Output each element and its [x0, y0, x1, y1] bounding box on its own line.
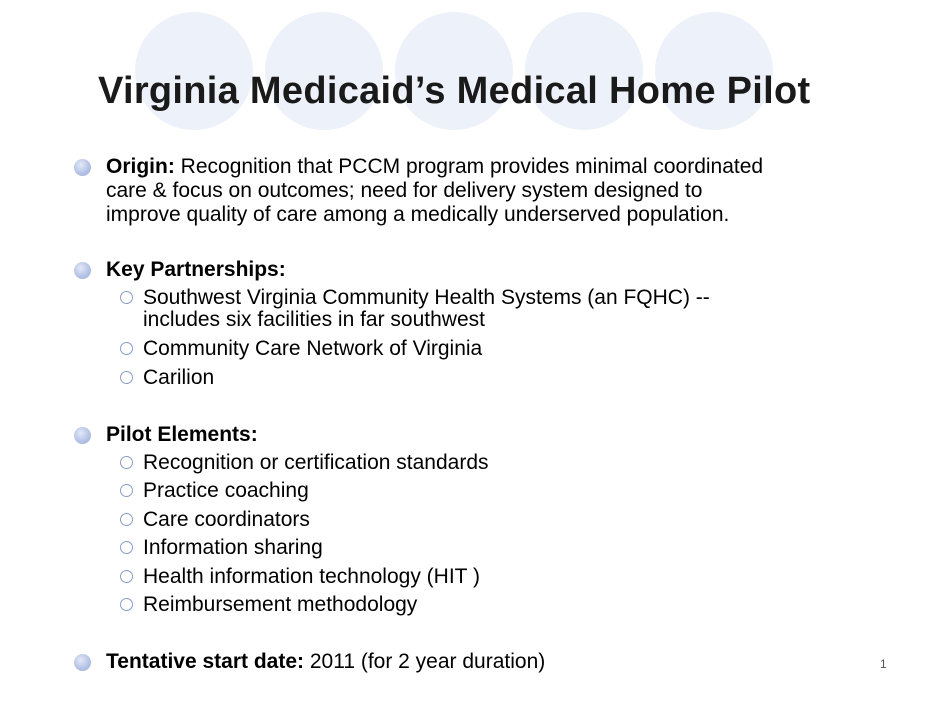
bullet-text: care & focus on outcomes; need for delivery system designed to: [106, 179, 703, 202]
sub-item-text: Practice coaching: [143, 479, 309, 502]
bullet-text: Recognition that PCCM program provides minimal coordinated: [180, 155, 764, 178]
sub-bullet-circle-icon: [120, 598, 133, 611]
bullet-dot-icon: [74, 654, 91, 671]
sub-bullet-circle-icon: [120, 541, 133, 554]
slide-title: Virginia Medicaid’s Medical Home Pilot: [98, 70, 811, 112]
bullet-heading: Origin:: [106, 155, 175, 178]
sub-bullet-circle-icon: [120, 291, 133, 304]
bullet-heading: Tentative start date:: [106, 650, 304, 673]
sub-item-text: Information sharing: [143, 536, 323, 559]
bullet-text: improve quality of care among a medically underserved population.: [106, 203, 730, 226]
sub-bullet-circle-icon: [120, 570, 133, 583]
bullet-heading: Key Partnerships:: [106, 258, 286, 281]
sub-item-text: Health information technology (HIT ): [143, 565, 480, 588]
sub-item-text: Care coordinators: [143, 508, 310, 531]
sub-item-text: includes six facilities in far southwest: [143, 308, 485, 331]
sub-bullet-circle-icon: [120, 342, 133, 355]
sub-item-text: Carilion: [143, 366, 215, 389]
sub-item-text: Reimbursement methodology: [143, 593, 418, 616]
bullet-heading: Pilot Elements:: [106, 423, 258, 446]
sub-bullet-circle-icon: [120, 484, 133, 497]
bullet-line: [106, 155, 763, 179]
page-number: 1: [880, 657, 887, 671]
bullet-dot-icon: [74, 159, 91, 176]
sub-bullet-circle-icon: [120, 513, 133, 526]
bullet-dot-icon: [74, 427, 91, 444]
bullet-line: [106, 650, 545, 674]
sub-item-text: Southwest Virginia Community Health Systems (an FQHC) --: [143, 286, 710, 309]
bullet-text: 2011 (for 2 year duration): [309, 650, 546, 673]
sub-item-text: Community Care Network of Virginia: [143, 337, 483, 360]
bullet-dot-icon: [74, 262, 91, 279]
sub-bullet-circle-icon: [120, 456, 133, 469]
sub-item-text: Recognition or certification standards: [143, 451, 489, 474]
sub-bullet-circle-icon: [120, 371, 133, 384]
